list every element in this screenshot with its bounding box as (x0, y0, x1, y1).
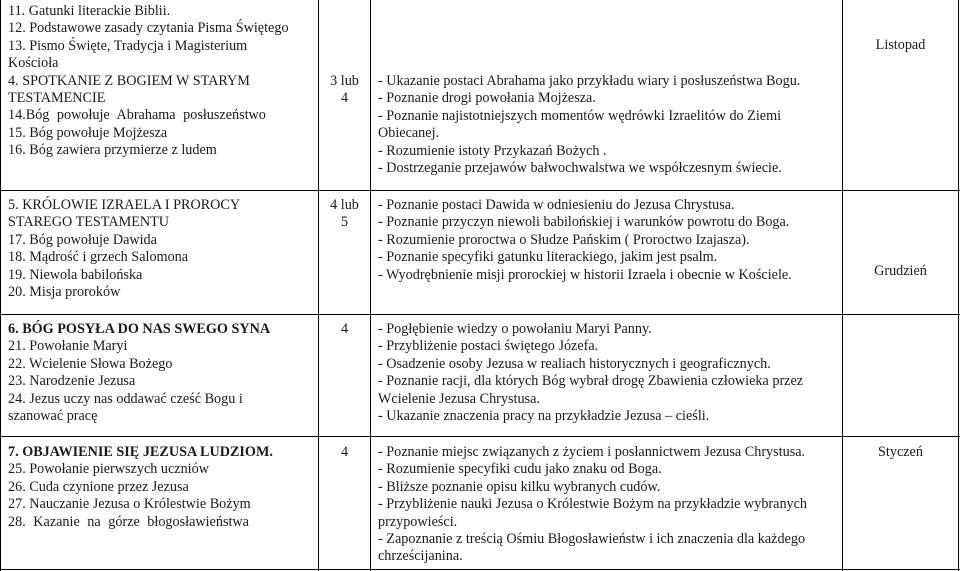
goal-line: chrześcijanina. (378, 548, 463, 565)
topic-line: 13. Pismo Święte, Tradycja i Magisterium (8, 37, 248, 54)
topic-line: 20. Misja proroków (8, 284, 121, 301)
grid-line (0, 569, 960, 570)
hours-cell (319, 73, 370, 108)
goal-line: - Dostrzeganie przejawów bałwochwalstwa we współczesnym świecie. (378, 160, 782, 177)
month-cell (843, 263, 958, 280)
goals-cell (378, 444, 840, 566)
month-label: Styczeń (878, 444, 923, 460)
hours-value: 4 (340, 444, 349, 460)
month-label: Grudzień (874, 263, 927, 279)
topic-line: 11. Gatunki literackie Biblii. (8, 3, 171, 19)
goal-line: - Przybliżenie nauki Jezusa o Królestwie Bożym na przykładzie wybranych (378, 496, 808, 513)
topic-line: 17. Bóg powołuje Dawida (8, 231, 157, 248)
topic-line: Kościoła (8, 55, 59, 72)
grid-line (842, 0, 843, 571)
topic-line: 22. Wcielenie Słowa Bożego (8, 355, 173, 372)
goal-line: - Zapoznanie z treścią Ośmiu Błogosławieństw i ich znaczenia dla każdego (378, 531, 806, 548)
goals-cell (378, 73, 840, 177)
grid-line (958, 0, 959, 571)
topic-line: 25. Powołanie pierwszych uczniów (8, 461, 209, 478)
topic-line: 23. Narodzenie Jezusa (8, 373, 136, 390)
topic-line: 24. Jezus uczy nas oddawać cześć Bogu i (8, 390, 243, 407)
topic-line: szanować pracę (8, 408, 98, 425)
goal-line: - Przybliżenie postaci świętego Józefa. (378, 338, 599, 355)
goal-line: - Rozumienie specyfiki cudu jako znaku od Boga. (378, 461, 662, 478)
goal-line: przypowieści. (378, 513, 458, 530)
goal-line: - Poznanie najistotniejszych momentów wędrówki Izraelitów do Ziemi (378, 107, 782, 124)
grid-line (0, 190, 960, 191)
goals-cell (378, 197, 840, 284)
grid-line (0, 436, 960, 437)
section-heading: 5. KRÓLOWIE IZRAELA I PROROCY (8, 197, 241, 213)
topic-line: 18. Mądrość i grzech Salomona (8, 249, 189, 266)
goal-line: - Osadzenie osoby Jezusa w realiach historycznych i geograficznych. (378, 355, 771, 372)
hours-value: 4 lub (330, 197, 359, 213)
topic-line: 16. Bóg zawiera przymierze z ludem (8, 142, 217, 159)
topics-cell (8, 321, 316, 425)
goal-line: - Poznanie drogi powołania Mojżesza. (378, 90, 596, 107)
section-heading: TESTAMENCIE (8, 90, 106, 107)
topic-line: 26. Cuda czynione przez Jezusa (8, 478, 189, 495)
month-cell (843, 444, 958, 461)
goal-line: - Bliższe poznanie opisu kilku wybranych cudów. (378, 478, 661, 495)
month-cell (843, 37, 958, 54)
goal-line: - Pogłębienie wiedzy o powołaniu Maryi Panny. (378, 321, 652, 337)
goal-line: Obiecanej. (378, 125, 440, 142)
section-heading: 6. BÓG POSYŁA DO NAS SWEGO SYNA (8, 321, 271, 337)
topics-cell (8, 3, 316, 160)
hours-cell (319, 197, 370, 232)
topic-line: 19. Niewola babilońska (8, 266, 143, 283)
hours-cell (319, 444, 370, 461)
goals-cell (378, 321, 840, 425)
month-label: Listopad (875, 37, 926, 53)
goal-line: - Rozumienie istoty Przykazań Bożych . (378, 142, 607, 159)
grid-line (0, 314, 960, 315)
goal-line: - Rozumienie proroctwa o Słudze Pańskim ( Proroctwo Izajasza). (378, 231, 750, 248)
topic-line: 28. Kazanie na górze błogosławieństwa (8, 513, 249, 530)
hours-value: 5 (340, 214, 349, 231)
goal-line: - Poznanie racji, dla których Bóg wybrał drogę Zbawienia człowieka przez (378, 373, 804, 390)
hours-cell (319, 321, 370, 338)
hours-value: 4 (340, 321, 349, 337)
goal-line: Wcielenie Jezusa Chrystusa. (378, 390, 540, 407)
topics-cell (8, 197, 316, 301)
goal-line: - Poznanie przyczyn niewoli babilońskiej i warunków powrotu do Boga. (378, 214, 790, 231)
goal-line: - Wyodrębnienie misji prorockiej w historii Izraela i obecnie w Kościele. (378, 266, 792, 283)
section-heading: 7. OBJAWIENIE SIĘ JEZUSA LUDZIOM. (8, 444, 273, 460)
goal-line: - Ukazanie postaci Abrahama jako przykładu wiary i posłuszeństwa Bogu. (378, 73, 801, 89)
topic-line: 21. Powołanie Maryi (8, 338, 128, 355)
topic-line: 15. Bóg powołuje Mojżesza (8, 124, 168, 141)
section-heading: 4. SPOTKANIE Z BOGIEM W STARYM (8, 72, 250, 89)
section-heading: STAREGO TESTAMENTU (8, 214, 170, 231)
hours-value: 4 (340, 90, 349, 107)
topics-cell (8, 444, 316, 531)
goal-line: - Poznanie postaci Dawida w odniesieniu do Jezusa Chrystusa. (378, 197, 735, 213)
topic-line: 27. Nauczanie Jezusa o Królestwie Bożym (8, 496, 251, 513)
goal-line: - Ukazanie znaczenia pracy na przykładzie Jezusa – cieśli. (378, 408, 710, 425)
hours-value: 3 lub (330, 73, 359, 89)
topic-line: 14.Bóg powołuje Abrahama posłuszeństwo (8, 107, 266, 124)
goal-line: - Poznanie miejsc związanych z życiem i posłannictwem Jezusa Chrystusa. (378, 444, 806, 460)
grid-line (370, 0, 371, 571)
goal-line: - Poznanie specyfiki gatunku literackiego, jakim jest psalm. (378, 249, 718, 266)
grid-line (0, 0, 1, 571)
topic-line: 12. Podstawowe zasady czytania Pisma Świętego (8, 20, 289, 37)
